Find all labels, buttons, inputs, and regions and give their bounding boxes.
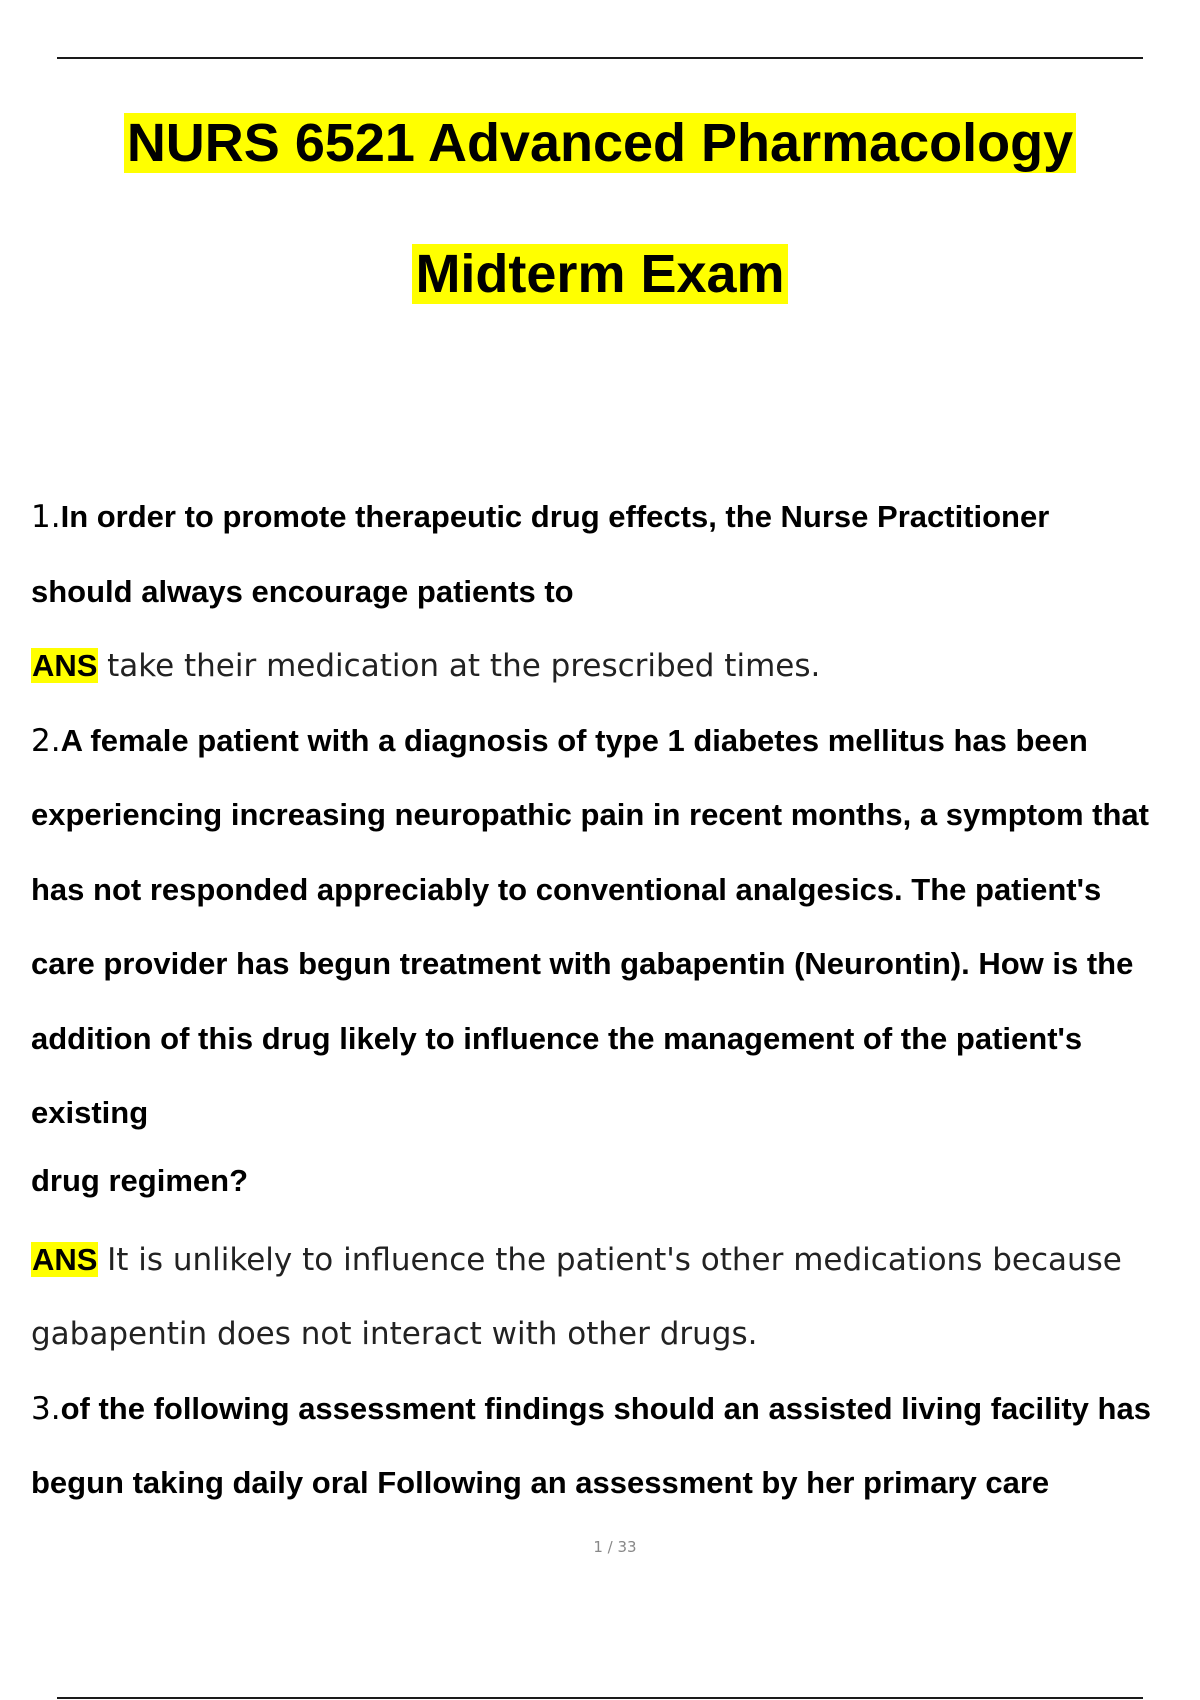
question-2-line	[31, 853, 1200, 928]
answer-text: It is unlikely to influence the patient's other medications because	[107, 1241, 1122, 1278]
top-divider	[57, 57, 1143, 59]
question-2-line	[31, 927, 1200, 1002]
question-3-line	[31, 1446, 1200, 1521]
question-text: care provider has begun treatment with gabapentin (Neurontin). How is the	[31, 946, 1134, 981]
question-text: In order to promote therapeutic drug effects, the Nurse Practitioner	[60, 499, 1050, 534]
question-2-line	[31, 1151, 1200, 1223]
question-text: existing	[31, 1095, 149, 1130]
title-highlight: Midterm Exam	[412, 244, 787, 304]
question-text: drug regimen?	[31, 1162, 249, 1198]
question-1-line	[31, 480, 1200, 555]
question-text: begun taking daily oral Following an assessment by her primary care	[31, 1465, 1050, 1500]
answer-text: gabapentin does not interact with other drugs.	[31, 1316, 758, 1352]
answer-2-line	[31, 1223, 1200, 1298]
answer-text: take their medication at the prescribed times.	[107, 648, 821, 684]
question-text: of the following assessment findings should an assisted living facility has	[60, 1390, 1151, 1426]
question-text: addition of this drug likely to influence the management of the patient's	[31, 1020, 1083, 1056]
document-title-line-2	[0, 243, 1200, 305]
question-3-line	[31, 1372, 1200, 1447]
question-number: 3.	[31, 1390, 61, 1427]
question-2-line	[31, 778, 1200, 853]
answer-2-line	[31, 1297, 1200, 1372]
question-list	[31, 480, 1200, 1521]
question-text: A female patient with a diagnosis of type 1 diabetes mellitus has been	[60, 722, 1088, 758]
bottom-divider	[57, 1697, 1143, 1699]
title-highlight: NURS 6521 Advanced Pharmacology	[124, 113, 1076, 173]
question-1-line	[31, 555, 1200, 630]
question-2-line	[31, 1076, 1200, 1151]
question-number: 2.	[31, 722, 61, 759]
answer-label: ANS	[32, 1241, 98, 1277]
question-2-line	[31, 704, 1200, 779]
answer-1-line	[31, 629, 1200, 704]
answer-label: ANS	[32, 648, 98, 683]
question-text: has not responded appreciably to conventional analgesics. The patient's	[31, 871, 1102, 907]
page-indicator: 1 / 33	[593, 1538, 637, 1556]
question-text: experiencing increasing neuropathic pain in recent months, a symptom that	[31, 797, 1149, 832]
question-2-line	[31, 1002, 1200, 1077]
question-text: should always encourage patients to	[31, 573, 574, 609]
question-number: 1.	[31, 499, 61, 535]
document-title-line-1	[0, 112, 1200, 174]
